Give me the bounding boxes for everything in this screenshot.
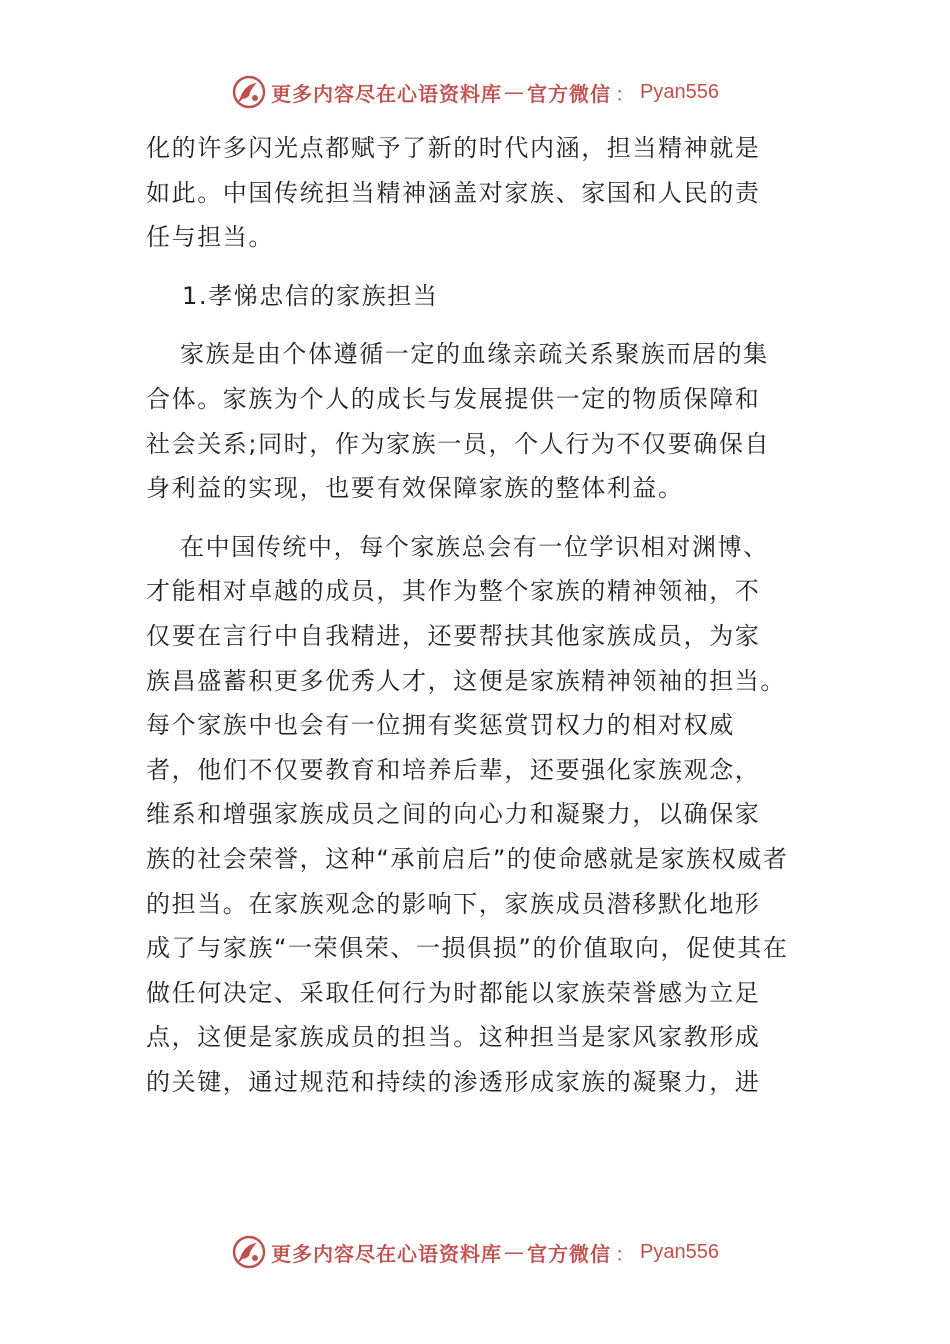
text-line: 家族是由个体遵循一定的血缘亲疏关系聚族而居的集: [180, 340, 769, 369]
heading-text: 1.孝悌忠信的家族担当: [182, 281, 439, 310]
text-line: 成了与家族“一荣俱荣、一损俱损”的价值取向，促使其在: [146, 934, 789, 963]
text-line: 的担当。在家族观念的影响下，家族成员潜移默化地形: [146, 889, 761, 918]
paragraph-intro: [146, 126, 814, 260]
text-line: 维系和增强家族成员之间的向心力和凝聚力，以确保家: [146, 800, 761, 829]
banner-wechat-label: 官方微信: [527, 81, 612, 106]
text-line: 的关键，通过规范和持续的渗透形成家族的凝聚力，进: [146, 1067, 761, 1096]
text-line: 每个家族中也会有一位拥有奖惩赏罚权力的相对权威: [146, 711, 735, 740]
text-line: 才能相对卓越的成员，其作为整个家族的精神领袖，不: [146, 577, 761, 606]
text-line: 合体。家族为个人的成长与发展提供一定的物质保障和: [146, 384, 761, 413]
banner-dash: —: [504, 1240, 526, 1264]
document-body: [146, 126, 814, 1104]
banner-wechat-id: Pyan556: [640, 1240, 719, 1263]
header-banner: [0, 70, 950, 114]
text-line: 化的许多闪光点都赋予了新的时代内涵，担当精神就是: [146, 134, 761, 162]
banner-wechat-label: 官方微信: [527, 1241, 612, 1266]
banner-wechat-id: Pyan556: [640, 80, 719, 103]
text-line: 仅要在言行中自我精进，还要帮扶其他家族成员，为家: [146, 621, 761, 650]
paragraph-family-responsibility: [146, 525, 814, 1105]
text-line: 任与担当。: [146, 223, 274, 252]
text-line: 在中国传统中，每个家族总会有一位学识相对渊博、: [180, 532, 769, 561]
banner-colon: ：: [615, 1241, 637, 1266]
text-line: 身利益的实现，也要有效保障家族的整体利益。: [146, 474, 684, 503]
footer-banner: [0, 1230, 950, 1274]
text-line: 者，他们不仅要教育和培养后辈，还要强化家族观念，: [146, 755, 761, 784]
banner-dash: —: [504, 80, 526, 104]
library-logo-icon: [231, 74, 267, 110]
section-heading: [146, 274, 814, 319]
banner-main-text: 更多内容尽在心语资料库: [271, 1241, 503, 1266]
text-line: 做任何决定、采取任何行为时都能以家族荣誉感为立足: [146, 978, 761, 1007]
text-line: 点，这便是家族成员的担当。这种担当是家风家教形成: [146, 1023, 761, 1052]
banner-colon: ：: [615, 81, 637, 106]
library-logo-icon: [231, 1234, 267, 1270]
text-line: 社会关系;同时，作为家族一员，个人行为不仅要确保自: [146, 429, 771, 458]
paragraph-family-definition: [146, 332, 814, 510]
banner-main-text: 更多内容尽在心语资料库: [271, 81, 503, 106]
text-line: 如此。中国传统担当精神涵盖对家族、家国和人民的责: [146, 178, 761, 207]
text-line: 族昌盛蓄积更多优秀人才，这便是家族精神领袖的担当。: [146, 666, 786, 695]
text-line: 族的社会荣誉，这种“承前启后”的使命感就是家族权威者: [146, 844, 789, 873]
